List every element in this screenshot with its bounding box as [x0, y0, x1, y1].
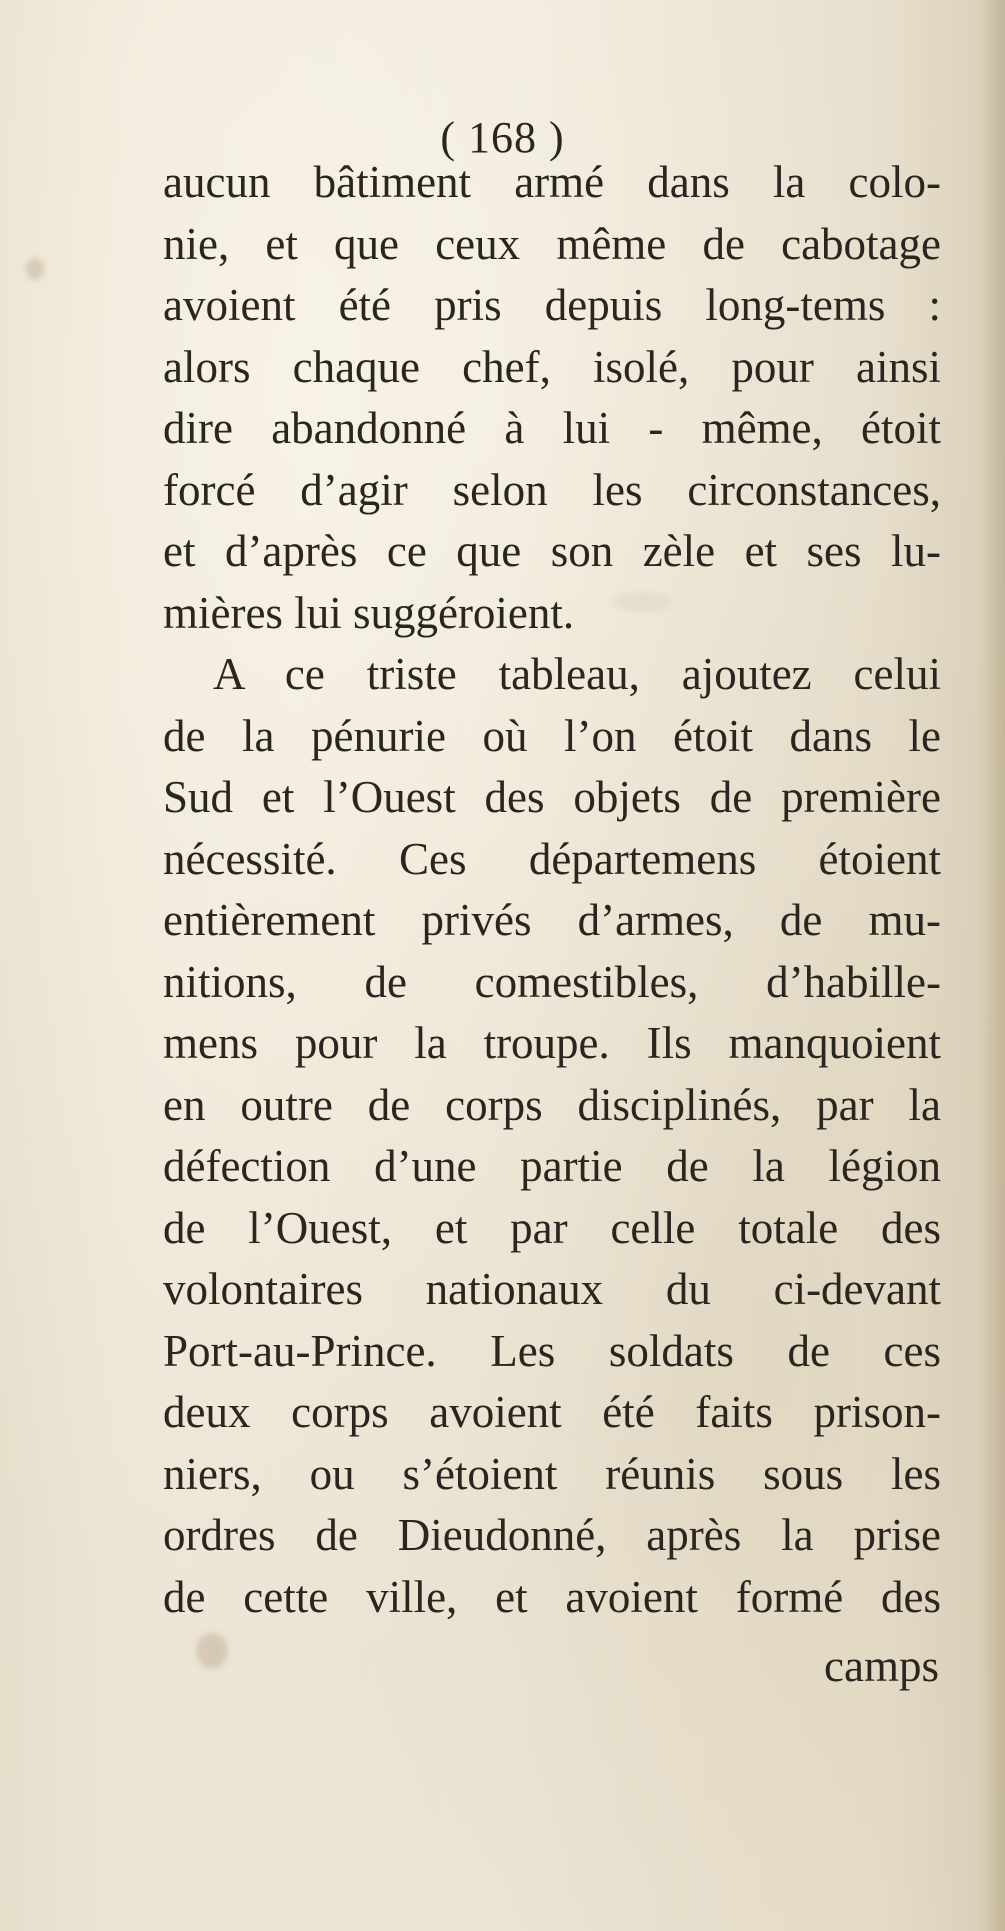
text-line: forcé d’agir selon les circonstances, [163, 464, 941, 515]
text-line: entièrement privés d’armes, de mu- [163, 895, 941, 945]
paper-stain [26, 258, 44, 280]
text-line: de la pénurie où l’on étoit dans le [163, 710, 941, 761]
text-line: nie, et que ceux même de cabotage [163, 218, 941, 269]
text-line: Sud et l’Ouest des objets de première [163, 772, 941, 822]
text-line: aucun bâtiment armé dans la colo- [163, 157, 941, 207]
text-line: défection d’une partie de la légion [163, 1141, 941, 1191]
text-line: ordres de Dieudonné, après la prise [163, 1510, 941, 1560]
text-line: Port-au-Prince. Les soldats de ces [163, 1325, 941, 1376]
text-line: et d’après ce que son zèle et ses lu- [163, 526, 941, 576]
paper-stain [196, 1633, 228, 1669]
text-line: niers, ou s’étoient réunis sous les [163, 1448, 941, 1499]
text-line: de l’Ouest, et par celle totale des [163, 1202, 941, 1253]
text-line: en outre de corps disciplinés, par la [163, 1079, 941, 1130]
text-line: volontaires nationaux du ci-devant [163, 1264, 941, 1314]
page-number: ( 168 ) [440, 113, 565, 162]
text-line: A ce triste tableau, ajoutez celui [213, 649, 941, 699]
text-line: de cette ville, et avoient formé des [163, 1571, 941, 1622]
body-text [163, 152, 941, 1628]
text-line: dire abandonné à lui - même, étoit [163, 403, 941, 453]
text-line: mens pour la troupe. Ils manquoient [163, 1018, 941, 1068]
text-line: alors chaque chef, isolé, pour ainsi [163, 341, 941, 392]
text-line: nitions, de comestibles, d’habille- [163, 956, 941, 1007]
text-line: avoient été pris depuis long-tems : [163, 280, 941, 330]
text-line: mières lui suggéroient. [163, 587, 575, 638]
paragraph-1 [163, 152, 941, 644]
catchword: camps [824, 1641, 939, 1691]
text-line: deux corps avoient été faits prison- [163, 1387, 941, 1437]
text-line: nécessité. Ces départemens étoient [163, 833, 941, 884]
paragraph-2 [163, 644, 941, 1628]
